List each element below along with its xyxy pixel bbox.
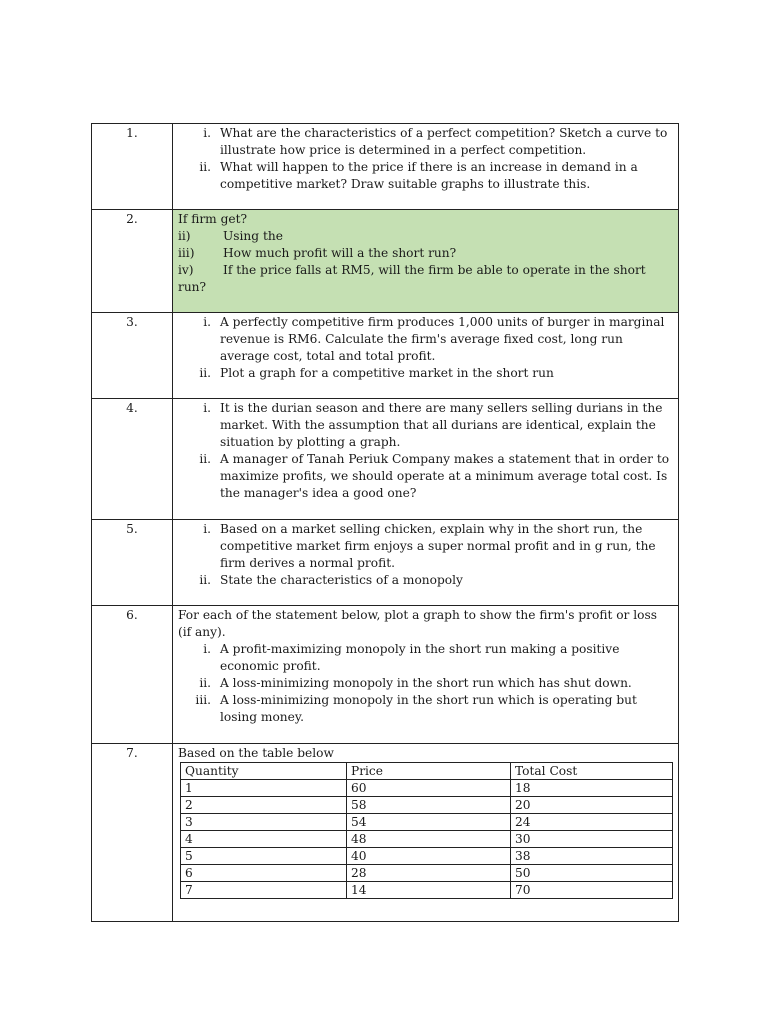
list-item xyxy=(178,675,672,692)
table-cell: 50 xyxy=(511,865,673,882)
item-marker: i. xyxy=(203,126,211,140)
table-cell: 58 xyxy=(347,797,511,814)
table-cell: 40 xyxy=(347,848,511,865)
table-cell: 30 xyxy=(511,831,673,848)
column-header: Total Cost xyxy=(511,763,673,780)
table-cell: 18 xyxy=(511,780,673,797)
question-intro: If firm get? xyxy=(178,212,248,226)
table-cell: 7 xyxy=(181,882,347,899)
question-body xyxy=(173,313,679,399)
item-marker: iii) xyxy=(178,246,195,260)
list-item xyxy=(178,245,672,262)
item-text: What are the characteristics of a perfect competition? Sketch a curve to illustrate how price is determined in a perfect competition. xyxy=(220,126,668,157)
list-item xyxy=(178,692,672,726)
list-item xyxy=(178,125,672,159)
table-cell: 54 xyxy=(347,814,511,831)
question-body xyxy=(173,124,679,210)
table-cell: 48 xyxy=(347,831,511,848)
list-item xyxy=(178,572,672,589)
table-row xyxy=(181,814,673,831)
table-cell: 5 xyxy=(181,848,347,865)
table-cell: 2 xyxy=(181,797,347,814)
item-text: A perfectly competitive firm produces 1,000 units of burger in marginal revenue is RM6. Calculate the firm's average fixed cost, long run average cost, total and total profit. xyxy=(220,315,665,363)
item-text: A loss-minimizing monopoly in the short run which has shut down. xyxy=(220,676,632,690)
item-text: If the price falls at RM5, will the firm be able to operate in the short xyxy=(223,263,646,277)
item-marker: i. xyxy=(203,401,211,415)
item-text: What will happen to the price if there is an increase in demand in a competitive market? Draw suitable graphs to illustrate this. xyxy=(220,160,638,191)
question-body xyxy=(173,744,679,922)
table-cell: 3 xyxy=(181,814,347,831)
question-number: 6. xyxy=(92,606,173,744)
table-row xyxy=(181,865,673,882)
item-marker: iii. xyxy=(195,693,211,707)
item-text: State the characteristics of a monopoly xyxy=(220,573,463,587)
item-marker: i. xyxy=(203,642,211,656)
question-body-highlighted xyxy=(173,210,679,313)
question-body xyxy=(173,399,679,520)
item-marker: ii. xyxy=(199,573,211,587)
table-row xyxy=(181,780,673,797)
item-marker: ii. xyxy=(199,676,211,690)
question-number: 7. xyxy=(92,744,173,922)
question-number: 3. xyxy=(92,313,173,399)
table-cell: 28 xyxy=(347,865,511,882)
item-marker: ii. xyxy=(199,452,211,466)
item-marker: ii) xyxy=(178,229,191,243)
question-number: 1. xyxy=(92,124,173,210)
list-item xyxy=(178,159,672,193)
item-marker: i. xyxy=(203,315,211,329)
question-table xyxy=(91,123,679,922)
column-header: Price xyxy=(347,763,511,780)
list-item xyxy=(178,400,672,451)
cost-table xyxy=(180,762,673,899)
question-row-5 xyxy=(92,520,679,606)
table-cell: 60 xyxy=(347,780,511,797)
list-item xyxy=(178,228,672,245)
list-item xyxy=(178,365,672,382)
table-row xyxy=(181,797,673,814)
question-row-3 xyxy=(92,313,679,399)
item-marker: i. xyxy=(203,522,211,536)
question-row-7 xyxy=(92,744,679,922)
question-intro: For each of the statement below, plot a graph to show the firm's profit or loss (if any). xyxy=(178,608,658,639)
column-header: Quantity xyxy=(181,763,347,780)
item-marker: ii. xyxy=(199,366,211,380)
table-cell: 1 xyxy=(181,780,347,797)
item-text: Based on a market selling chicken, explain why in the short run, the competitive market firm enjoys a super normal profit and in g run, the firm derives a normal profit. xyxy=(220,522,656,570)
item-text: A profit-maximizing monopoly in the short run making a positive economic profit. xyxy=(220,642,620,673)
item-text: It is the durian season and there are many sellers selling durians in the market. With the assumption that all durians are identical, explain the situation by plotting a graph. xyxy=(220,401,663,449)
item-text: How much profit will a the short run? xyxy=(223,246,457,260)
item-marker: iv) xyxy=(178,263,194,277)
question-tail: run? xyxy=(178,280,207,294)
question-body xyxy=(173,606,679,744)
table-header-row xyxy=(181,763,673,780)
table-row xyxy=(181,848,673,865)
list-item xyxy=(178,262,672,279)
question-number: 5. xyxy=(92,520,173,606)
question-row-2 xyxy=(92,210,679,313)
table-cell: 70 xyxy=(511,882,673,899)
list-item xyxy=(178,314,672,365)
item-text: Using the xyxy=(223,229,283,243)
list-item xyxy=(178,451,672,502)
table-cell: 4 xyxy=(181,831,347,848)
table-row xyxy=(181,831,673,848)
table-cell: 24 xyxy=(511,814,673,831)
question-row-6 xyxy=(92,606,679,744)
item-text: A loss-minimizing monopoly in the short run which is operating but losing money. xyxy=(220,693,637,724)
item-text: A manager of Tanah Periuk Company makes a statement that in order to maximize profits, we should operate at a minimum average total cost. Is the manager's idea a good one? xyxy=(220,452,670,500)
item-text: Plot a graph for a competitive market in the short run xyxy=(220,366,554,380)
question-intro: Based on the table below xyxy=(178,746,334,760)
table-cell: 38 xyxy=(511,848,673,865)
table-cell: 20 xyxy=(511,797,673,814)
question-row-1 xyxy=(92,124,679,210)
question-number: 2. xyxy=(92,210,173,313)
list-item xyxy=(178,641,672,675)
question-body xyxy=(173,520,679,606)
item-marker: ii. xyxy=(199,160,211,174)
table-cell: 14 xyxy=(347,882,511,899)
table-cell: 6 xyxy=(181,865,347,882)
question-row-4 xyxy=(92,399,679,520)
list-item xyxy=(178,521,672,572)
table-row xyxy=(181,882,673,899)
question-number: 4. xyxy=(92,399,173,520)
